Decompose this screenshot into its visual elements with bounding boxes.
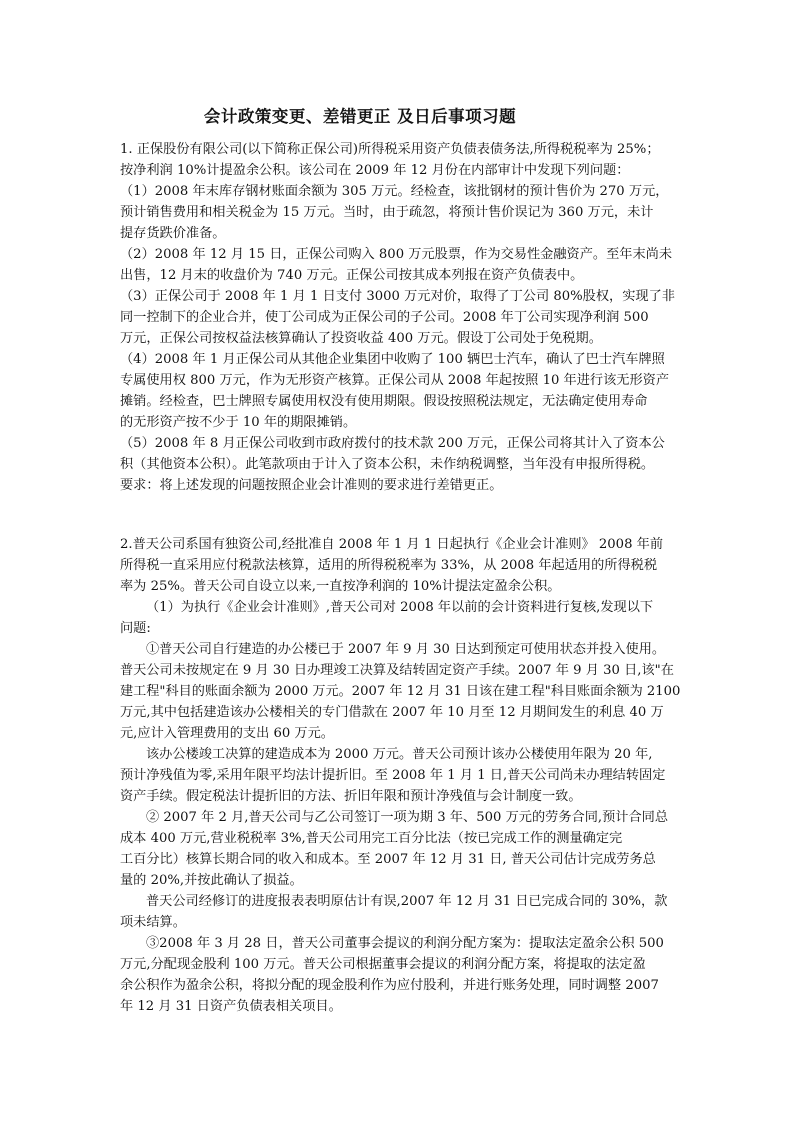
q1-line: （4）2008 年 1 月正保公司从其他企业集团中收购了 100 辆巴士汽车，确认了巴士汽车牌照 xyxy=(120,352,665,367)
q2-line: 普天公司未按规定在 9 月 30 日办理竣工决算及结转固定资产手续。2007 年 9 月 30 日,该"在 xyxy=(120,663,674,678)
q1-line: （5）2008 年 8 月正保公司收到市政府拨付的技术款 200 万元，正保公司将其计入了资本公 xyxy=(120,436,665,451)
q1-line: 积（其他资本公积）。此笔款项由于计入了资本公积，未作纳税调整，当年没有申报所得税。 xyxy=(120,457,655,472)
q2-line: （1）为执行《企业会计准则》,普天公司对 2008 年以前的会计资料进行复核,发现以下 xyxy=(146,600,654,615)
q2-line: 元,应计入管理费用的支出 60 万元。 xyxy=(120,726,334,741)
q1-line: （3）正保公司于 2008 年 1 月 1 日支付 3000 万元对价，取得了丁公司 80%股权，实现了非 xyxy=(120,289,675,304)
q1-line: 1. 正保股份有限公司(以下简称正保公司)所得税采用资产负债表债务法,所得税税率为 25%； xyxy=(120,142,660,157)
q2-line: 问题: xyxy=(120,621,151,636)
q2-line: ①普天公司自行建造的办公楼已于 2007 年 9 月 30 日达到预定可使用状态并投入使用。 xyxy=(146,642,666,657)
q2-line: 万元,分配现金股利 100 万元。普天公司根据董事会提议的利润分配方案，将提取的法定盈 xyxy=(120,957,646,972)
q1-line: 提存货跌价准备。 xyxy=(120,226,226,241)
q2-line: 该办公楼竣工决算的建造成本为 2000 万元。普天公司预计该办公楼使用年限为 20 年, xyxy=(146,747,653,762)
q2-line: 工百分比）核算长期合同的收入和成本。至 2007 年 12 月 31 日, 普天公司估计完成劳务总 xyxy=(120,852,656,867)
q2-line: 预计净残值为零,采用年限平均法计提折旧。至 2008 年 1 月 1 日,普天公司尚未办理结转固定 xyxy=(120,768,666,783)
q2-line: 成本 400 万元,营业税税率 3%,普天公司用完工百分比法（按已完成工作的测量确定完 xyxy=(120,831,623,846)
q2-line: 资产手续。假定税法计提折旧的方法、折旧年限和预计净残值与会计制度一致。 xyxy=(120,789,582,804)
q2-line: 普天公司经修订的进度报表表明原估计有误,2007 年 12 月 31 日已完成合同的 30%，款 xyxy=(146,894,668,909)
document-title xyxy=(0,103,720,127)
q1-line: 出售，12 月末的收盘价为 740 万元。正保公司按其成本列报在资产负债表中。 xyxy=(120,268,584,283)
q2-line: 2.普天公司系国有独资公司,经批准自 2008 年 1 月 1 日起执行《企业会计准则》 2008 年前 xyxy=(120,537,664,552)
q1-line: 的无形资产按不少于 10 年的期限摊销。 xyxy=(120,415,357,430)
q2-line: 建工程"科目的账面余额为 2000 万元。2007 年 12 月 31 日该在建工程"科目账面余额为 2100 xyxy=(120,684,681,699)
q1-line: （1）2008 年末库存钢材账面余额为 305 万元。经检查，该批钢材的预计售价为 270 万元， xyxy=(120,184,669,199)
q1-line: 万元，正保公司按权益法核算确认了投资收益 400 万元。假设丁公司处于免税期。 xyxy=(120,331,602,346)
q2-line: ③2008 年 3 月 28 日，普天公司董事会提议的利润分配方案为：提取法定盈余公积 500 xyxy=(146,936,664,951)
q2-line: 年 12 月 31 日资产负债表相关项目。 xyxy=(120,999,342,1014)
q1-line: 要求：将上述发现的问题按照企业会计准则的要求进行差错更正。 xyxy=(120,478,503,493)
q2-line: 所得税一直采用应付税款法核算，适用的所得税税率为 33%，从 2008 年起适用的所得税税 xyxy=(120,558,658,573)
q2-line: 量的 20%,并按此确认了损益。 xyxy=(120,873,303,888)
q2-line: 余公积作为盈余公积，将拟分配的现金股利作为应付股利，并进行账务处理，同时调整 2007 xyxy=(120,978,659,993)
q1-line: 按净利润 10%计提盈余公积。该公司在 2009 年 12 月份在内部审计中发现下列问题： xyxy=(120,163,630,178)
title-text: 会计政策变更、差错更正 及日后事项习题 xyxy=(203,107,517,126)
q1-line: 摊销。经检查，巴士牌照专属使用权没有使用期限。假设按照税法规定，无法确定使用寿命 xyxy=(120,394,648,409)
q2-line: 项未结算。 xyxy=(120,915,186,930)
q1-line: 专属使用权 800 万元，作为无形资产核算。正保公司从 2008 年起按照 10 年进行该无形资产 xyxy=(120,373,670,388)
q2-line: ② 2007 年 2 月,普天公司与乙公司签订一项为期 3 年、500 万元的劳务合同,预计合同总 xyxy=(146,810,669,825)
q1-line: （2）2008 年 12 月 15 日，正保公司购入 800 万元股票，作为交易性金融资产。至年末尚未 xyxy=(120,247,673,262)
q1-line: 同一控制下的企业合并，使丁公司成为正保公司的子公司。2008 年丁公司实现净利润 500 xyxy=(120,310,649,325)
q2-line: 万元,其中包括建造该办公楼相关的专门借款在 2007 年 10 月至 12 月期间发生的利息 40 万 xyxy=(120,705,664,720)
q1-line: 预计销售费用和相关税金为 15 万元。当时，由于疏忽，将预计售价误记为 360 万元，未计 xyxy=(120,205,654,220)
q2-line: 率为 25%。普天公司自设立以来,一直按净利润的 10%计提法定盈余公积。 xyxy=(120,579,561,594)
